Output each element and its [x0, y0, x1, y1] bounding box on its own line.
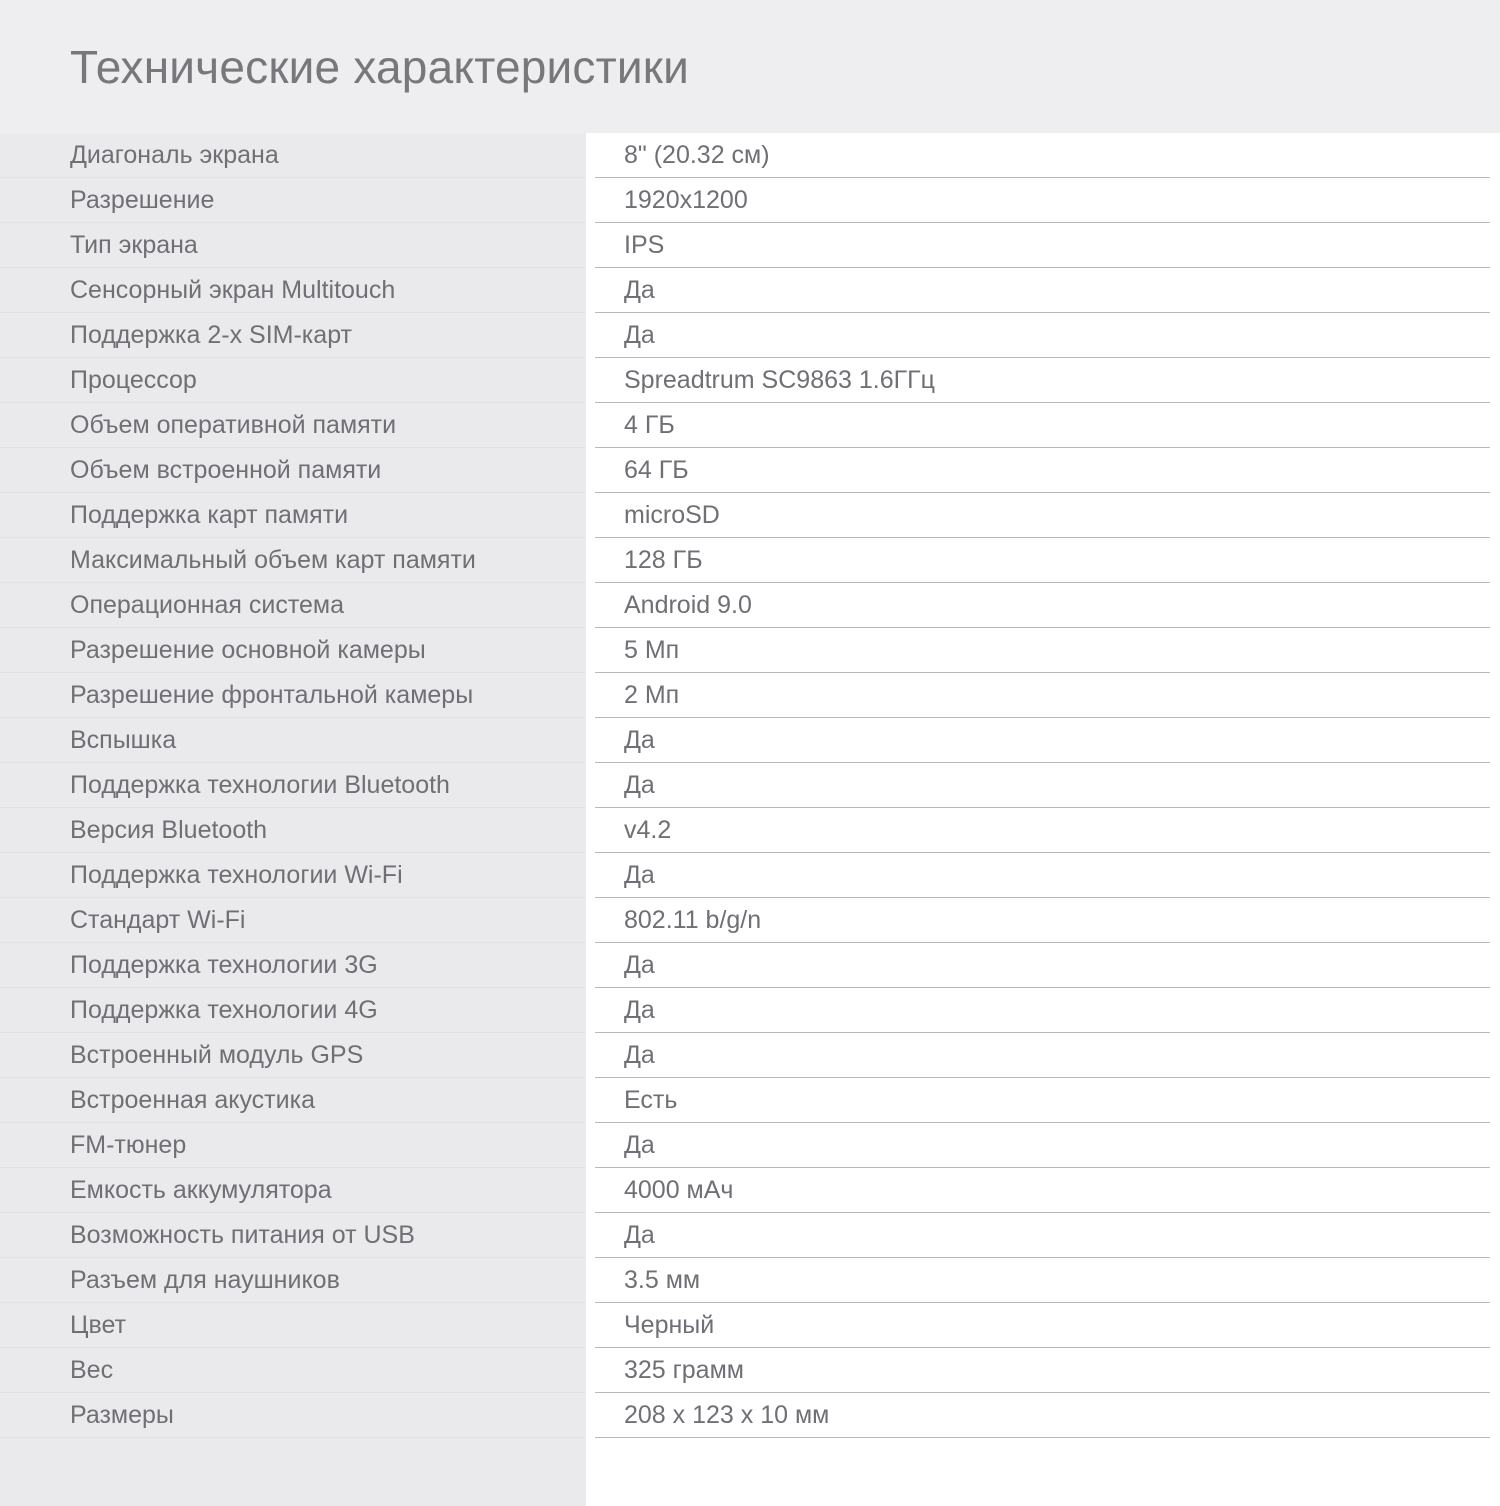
spec-value-cell [595, 1438, 1490, 1506]
spec-label-text: Разрешение [70, 185, 215, 214]
spec-value-text: Черный [624, 1310, 715, 1339]
spec-label-cell [0, 1168, 586, 1213]
column-gap [586, 358, 595, 403]
column-gap [586, 1168, 595, 1213]
spec-value-text: Да [624, 725, 655, 754]
table-row [0, 358, 1500, 403]
spec-label-text: Максимальный объем карт памяти [70, 545, 476, 574]
page-title: Технические характеристики [70, 40, 689, 93]
spec-label-text: Вспышка [70, 725, 177, 754]
spec-label-cell [0, 583, 586, 628]
spec-label-cell [0, 313, 586, 358]
spec-label-cell [0, 763, 586, 808]
spec-value-cell [595, 808, 1490, 853]
table-row [0, 988, 1500, 1033]
spec-label-text: Размеры [70, 1400, 174, 1429]
spec-label-cell [0, 403, 586, 448]
table-row [0, 583, 1500, 628]
spec-value-text: Да [624, 1130, 655, 1159]
column-gap [586, 223, 595, 268]
spec-value-text: 64 ГБ [624, 455, 689, 484]
spec-value-text: v4.2 [624, 815, 672, 844]
spec-value-cell [595, 1393, 1490, 1438]
spec-label-cell [0, 853, 586, 898]
column-gap [586, 1348, 595, 1393]
spec-value-cell [595, 313, 1490, 358]
column-gap [586, 493, 595, 538]
spec-label-text: Встроенный модуль GPS [70, 1040, 364, 1069]
spec-label-cell [0, 718, 586, 763]
spec-label-text: Поддержка 2-х SIM-карт [70, 320, 353, 349]
spec-value-cell [595, 538, 1490, 583]
table-row [0, 1303, 1500, 1348]
spec-value-text: Spreadtrum SC9863 1.6ГГц [624, 365, 935, 394]
spec-value-text: Да [624, 860, 655, 889]
table-row [0, 538, 1500, 583]
spec-label-cell [0, 1393, 586, 1438]
column-gap [586, 403, 595, 448]
spec-label-text: Поддержка карт памяти [70, 500, 349, 529]
spec-value-text: 1920x1200 [624, 185, 748, 214]
spec-label-text: Стандарт Wi-Fi [70, 905, 246, 934]
spec-value-text: 2 Мп [624, 680, 680, 709]
spec-value-text: Да [624, 995, 655, 1024]
spec-label-cell [0, 1438, 586, 1506]
spec-label-cell [0, 988, 586, 1033]
spec-value-text: 128 ГБ [624, 545, 703, 574]
spec-label-cell [0, 1303, 586, 1348]
column-gap [586, 1123, 595, 1168]
spec-value-cell [595, 898, 1490, 943]
spec-value-text: Да [624, 950, 655, 979]
table-row [0, 763, 1500, 808]
table-row [0, 133, 1500, 178]
column-gap [586, 1258, 595, 1303]
column-gap [586, 898, 595, 943]
table-row [0, 493, 1500, 538]
spec-value-cell [595, 628, 1490, 673]
table-row [0, 1348, 1500, 1393]
table-row [0, 268, 1500, 313]
spec-value-text: Да [624, 770, 655, 799]
table-row [0, 1258, 1500, 1303]
column-gap [586, 1438, 595, 1506]
spec-label-text: Разрешение основной камеры [70, 635, 426, 664]
spec-label-cell [0, 943, 586, 988]
spec-label-cell [0, 1348, 586, 1393]
table-row [0, 313, 1500, 358]
table-row [0, 1168, 1500, 1213]
spec-label-text: Сенсорный экран Multitouch [70, 275, 396, 304]
spec-value-cell [595, 1348, 1490, 1393]
table-row [0, 808, 1500, 853]
table-row [0, 853, 1500, 898]
spec-label-text: Версия Bluetooth [70, 815, 268, 844]
spec-label-cell [0, 1123, 586, 1168]
spec-label-text: Процессор [70, 365, 197, 394]
spec-value-cell [595, 358, 1490, 403]
spec-value-cell [595, 583, 1490, 628]
spec-value-text: Да [624, 1220, 655, 1249]
table-row [0, 178, 1500, 223]
spec-value-cell [595, 178, 1490, 223]
column-gap [586, 763, 595, 808]
table-row [0, 943, 1500, 988]
column-gap [586, 628, 595, 673]
spec-label-cell [0, 1213, 586, 1258]
table-row [0, 1123, 1500, 1168]
page-header [0, 0, 1500, 133]
spec-value-text: Да [624, 320, 655, 349]
spec-value-cell [595, 448, 1490, 493]
spec-value-text: IPS [624, 230, 665, 259]
column-gap [586, 1213, 595, 1258]
spec-label-text: Вес [70, 1355, 114, 1384]
spec-label-cell [0, 538, 586, 583]
spec-value-text: Android 9.0 [624, 590, 752, 619]
table-row [0, 1033, 1500, 1078]
table-row [0, 1213, 1500, 1258]
spec-label-cell [0, 223, 586, 268]
spec-label-cell [0, 268, 586, 313]
spec-value-cell [595, 718, 1490, 763]
spec-value-cell [595, 1123, 1490, 1168]
table-row [0, 898, 1500, 943]
spec-value-cell [595, 673, 1490, 718]
column-gap [586, 448, 595, 493]
table-row [0, 1393, 1500, 1438]
column-gap [586, 943, 595, 988]
spec-label-text: Поддержка технологии 4G [70, 995, 378, 1024]
spec-label-cell [0, 178, 586, 223]
spec-label-text: Разъем для наушников [70, 1265, 340, 1294]
spec-value-cell [595, 493, 1490, 538]
table-row [0, 628, 1500, 673]
spec-value-text: 4000 мАч [624, 1175, 734, 1204]
spec-value-cell [595, 853, 1490, 898]
column-gap [586, 313, 595, 358]
spec-label-text: Операционная система [70, 590, 345, 619]
spec-label-cell [0, 133, 586, 178]
spec-value-cell [595, 1033, 1490, 1078]
specifications-table [0, 133, 1500, 1506]
spec-value-text: 4 ГБ [624, 410, 675, 439]
spec-value-cell [595, 1258, 1490, 1303]
column-gap [586, 178, 595, 223]
spec-value-cell [595, 1303, 1490, 1348]
spec-label-cell [0, 1033, 586, 1078]
spec-label-cell [0, 448, 586, 493]
spec-value-cell [595, 763, 1490, 808]
column-gap [586, 583, 595, 628]
spec-value-text: 208 x 123 x 10 мм [624, 1400, 830, 1429]
table-row [0, 448, 1500, 493]
spec-value-text: 325 грамм [624, 1355, 744, 1384]
table-row [0, 1078, 1500, 1123]
spec-value-cell [595, 943, 1490, 988]
spec-value-text: 802.11 b/g/n [624, 905, 762, 934]
spec-label-cell [0, 493, 586, 538]
column-gap [586, 988, 595, 1033]
spec-label-text: Возможность питания от USB [70, 1220, 415, 1249]
spec-label-text: Поддержка технологии Wi-Fi [70, 860, 403, 889]
spec-label-cell [0, 898, 586, 943]
table-row [0, 673, 1500, 718]
spec-label-cell [0, 673, 586, 718]
column-gap [586, 1303, 595, 1348]
spec-value-text: 3.5 мм [624, 1265, 701, 1294]
spec-value-cell [595, 223, 1490, 268]
spec-label-cell [0, 358, 586, 403]
spec-value-cell [595, 1213, 1490, 1258]
spec-value-cell [595, 403, 1490, 448]
spec-value-text: 8" (20.32 см) [624, 140, 770, 169]
spec-label-cell [0, 808, 586, 853]
spec-value-text: microSD [624, 500, 720, 529]
table-row-empty [0, 1438, 1500, 1506]
spec-value-text: Есть [624, 1085, 678, 1114]
spec-value-text: Да [624, 275, 655, 304]
spec-label-text: Емкость аккумулятора [70, 1175, 332, 1204]
spec-value-cell [595, 268, 1490, 313]
spec-value-cell [595, 133, 1490, 178]
column-gap [586, 1033, 595, 1078]
spec-label-text: Встроенная акустика [70, 1085, 315, 1114]
spec-label-text: Тип экрана [70, 230, 198, 259]
spec-label-cell [0, 1258, 586, 1303]
column-gap [586, 808, 595, 853]
spec-label-text: FM-тюнер [70, 1130, 187, 1159]
column-gap [586, 133, 595, 178]
spec-value-cell [595, 988, 1490, 1033]
column-gap [586, 538, 595, 583]
spec-value-cell [595, 1078, 1490, 1123]
spec-label-text: Разрешение фронтальной камеры [70, 680, 474, 709]
spec-label-text: Диагональ экрана [70, 140, 279, 169]
column-gap [586, 853, 595, 898]
spec-label-cell [0, 628, 586, 673]
column-gap [586, 1078, 595, 1123]
spec-label-text: Объем встроенной памяти [70, 455, 382, 484]
spec-value-cell [595, 1168, 1490, 1213]
column-gap [586, 268, 595, 313]
column-gap [586, 1393, 595, 1438]
table-row [0, 718, 1500, 763]
spec-value-text: Да [624, 1040, 655, 1069]
table-row [0, 223, 1500, 268]
spec-label-text: Цвет [70, 1310, 127, 1339]
spec-label-text: Объем оперативной памяти [70, 410, 397, 439]
table-row [0, 403, 1500, 448]
column-gap [586, 673, 595, 718]
spec-label-text: Поддержка технологии 3G [70, 950, 378, 979]
spec-value-text: 5 Мп [624, 635, 680, 664]
spec-label-cell [0, 1078, 586, 1123]
column-gap [586, 718, 595, 763]
spec-label-text: Поддержка технологии Bluetooth [70, 770, 450, 799]
